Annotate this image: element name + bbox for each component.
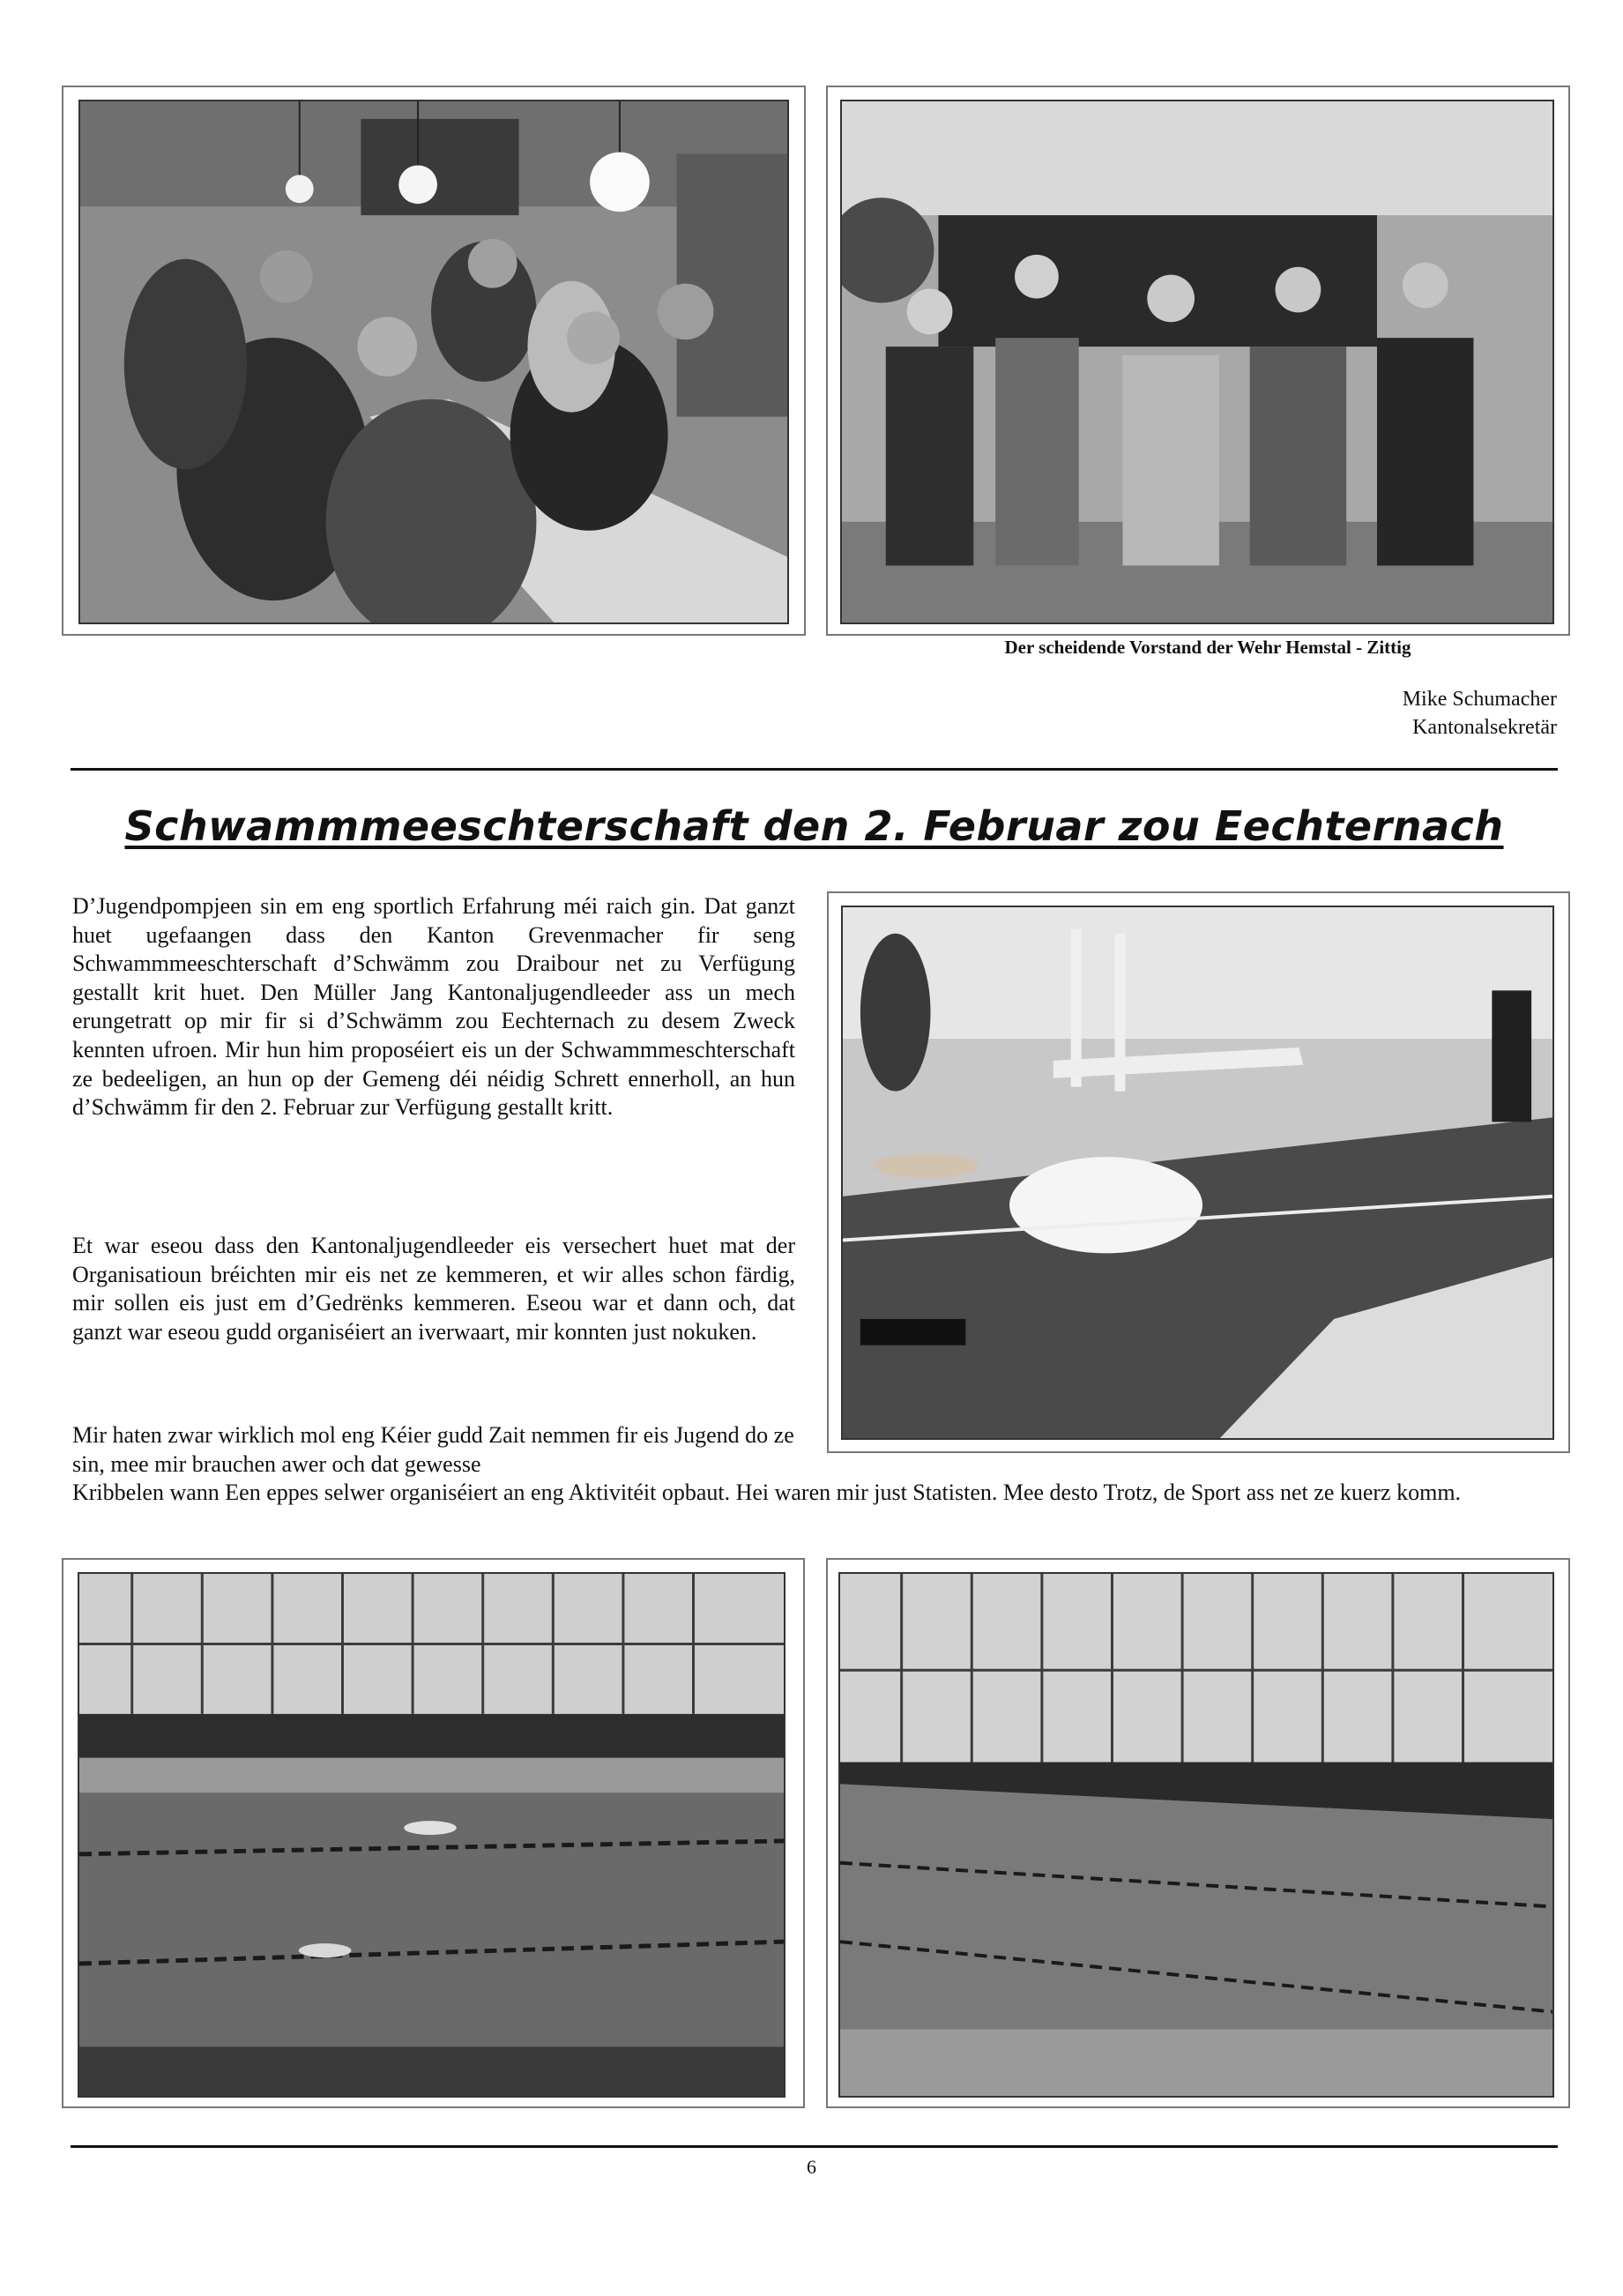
photo-bar-gathering [78, 100, 789, 624]
author-name: Mike Schumacher [1402, 688, 1557, 711]
article-paragraph-continued: Kribbelen wann Een eppes selwer organiséiert an eng Aktivitéit opbaut. Hei waren mir just Statisten. Mee desto Trotz, de Sport ass net ze kuerz komm. [72, 1480, 1462, 1505]
article-title: Schwammmeeschterschaft den 2. Februar zou Eechternach [124, 802, 1504, 850]
article-paragraph: Et war eseou dass den Kantonaljugendleeder eis versechert huet mat der Organisatioun bréichten mir eis net ze kemmeren, et wir alles schon färdig, mir sollen eis just em d’Gedrënks kemmeren. Eseou war et dann och, dat ganzt war eseou gudd organiséiert an iverwaart, mir konnten just nokuken. [72, 1233, 795, 1345]
section-divider [71, 768, 1558, 771]
photo-caption: Der scheidende Vorstand der Wehr Hemstal - Zittig [1004, 637, 1411, 658]
photo-board-members [840, 100, 1554, 624]
photo-frame-pool-left [62, 1558, 805, 2108]
page-number: 6 [807, 2156, 816, 2178]
photo-swimmer-diving [841, 906, 1554, 1440]
photo-pool-spectators [78, 1572, 785, 2098]
author-role: Kantonalsekretär [1412, 716, 1557, 739]
article-paragraph: Mir haten zwar wirklich mol eng Kéier gudd Zait nemmen fir eis Jugend do ze sin, mee mir brauchen awer och dat gewesse [72, 1422, 794, 1477]
photo-pool-hall [838, 1572, 1554, 2098]
photo-frame-dive [827, 891, 1570, 1453]
photo-frame-bar [62, 86, 806, 636]
photo-frame-pool-right [826, 1558, 1570, 2108]
photo-frame-board [826, 86, 1570, 636]
footer-divider [71, 2145, 1558, 2148]
article-paragraph: D’Jugendpompjeen sin em eng sportlich Erfahrung méi raich gin. Dat ganzt huet ugefaangen dass den Kanton Grevenmacher fir seng Schwammmeeschterschaft d’Schwämm zou Draibour net zu Verfügung gestallt krit huet. Den Müller Jang Kantonaljugendleeder ass un mech erungetratt op mir fir si d’Schwämm zou Eechternach zu desem Zweck kennten ufroen. Mir hun him proposéiert eis un der Schwammmeschterschaft ze bedeeligen, an hun op der Gemeng déi néidig Schrett ennerholl, an hun d’Schwämm fir den 2. Februar zur Verfügung gestallt kritt. [72, 893, 795, 1121]
